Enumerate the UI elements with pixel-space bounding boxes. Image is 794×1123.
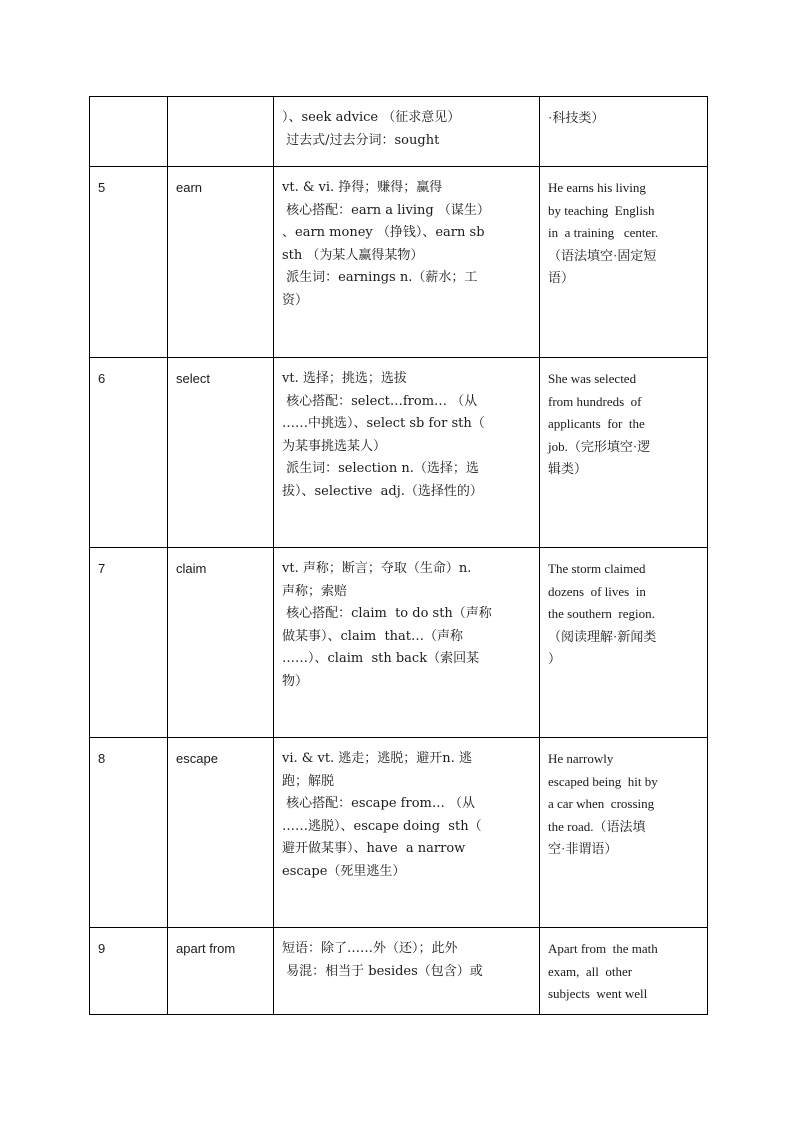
example-line: She was selected xyxy=(548,371,637,386)
example-line: applicants for the xyxy=(548,416,645,431)
definition-line: 易混：相当于 besides（包含）或 xyxy=(282,963,483,979)
definition-line: 核心搭配：escape from… （从 xyxy=(282,796,475,811)
table-row xyxy=(90,738,708,928)
example-cell xyxy=(540,738,708,928)
definition-line: 核心搭配：earn a living （谋生） xyxy=(282,202,490,218)
definition-line: 为某事挑选某人） xyxy=(282,438,387,454)
headword: select xyxy=(168,358,274,548)
row-number: 7 xyxy=(90,548,168,738)
definition-line: 声称；索赔 xyxy=(282,583,348,599)
definition-line: 核心搭配：claim to do sth（声称 xyxy=(282,606,492,621)
example-line: in a training center. xyxy=(548,225,659,240)
row-number xyxy=(90,97,168,167)
example-line: ·科技类） xyxy=(548,110,605,125)
example-line: The storm claimed xyxy=(548,561,646,576)
example-line: Apart from the math xyxy=(548,941,658,956)
headword: escape xyxy=(168,738,274,928)
definition-line: 派生词：earnings n.（薪水；工 xyxy=(282,270,478,285)
table-row xyxy=(90,928,708,1015)
definition-line: 资） xyxy=(282,292,309,308)
definition-line: 做某事）、claim that…（声称 xyxy=(282,628,464,644)
example-cell xyxy=(540,548,708,738)
definition-cell xyxy=(274,928,540,1015)
definition-line: vt. 声称；断言；夺取（生命）n. xyxy=(282,561,472,576)
row-number: 8 xyxy=(90,738,168,928)
definition-line: 短语：除了……外（还）；此外 xyxy=(282,941,458,956)
definition-line: 拔）、selective adj.（选择性的） xyxy=(282,483,483,499)
definition-cell xyxy=(274,358,540,548)
example-line: dozens of lives in xyxy=(548,583,646,599)
definition-line: ……逃脱）、escape doing sth（ xyxy=(282,818,482,834)
definition-line: sth （为某人赢得某物） xyxy=(282,247,424,263)
headword xyxy=(168,97,274,167)
example-line: exam, all other xyxy=(548,963,633,979)
definition-line: 避开做某事）、have a narrow xyxy=(282,841,466,856)
example-line: by teaching English xyxy=(548,202,655,218)
example-cell xyxy=(540,358,708,548)
definition-line: 派生词：selection n.（选择；选 xyxy=(282,461,479,476)
example-line: ） xyxy=(548,651,562,666)
definition-cell xyxy=(274,738,540,928)
headword: claim xyxy=(168,548,274,738)
definition-cell xyxy=(274,548,540,738)
headword: apart from xyxy=(168,928,274,1015)
headword: earn xyxy=(168,167,274,358)
definition-line: 核心搭配：select…from… （从 xyxy=(282,393,478,409)
definition-line: 、earn money （挣钱）、earn sb xyxy=(282,225,485,240)
table-row xyxy=(90,548,708,738)
example-line: 空·非谓语） xyxy=(548,841,618,856)
example-cell xyxy=(540,928,708,1015)
vocabulary-table xyxy=(89,96,708,1015)
example-line: the road.（语法填 xyxy=(548,818,646,834)
definition-cell xyxy=(274,167,540,358)
definition-line: ）、seek advice （征求意见） xyxy=(282,110,461,125)
table-row xyxy=(90,97,708,167)
example-line: 语） xyxy=(548,270,575,285)
definition-line: 跑；解脱 xyxy=(282,773,335,789)
row-number: 5 xyxy=(90,167,168,358)
definition-line: 过去式/过去分词：sought xyxy=(282,132,440,148)
definition-line: ……）、claim sth back（索回某 xyxy=(282,651,480,666)
definition-line: vt. & vi. 挣得；赚得；赢得 xyxy=(282,180,443,195)
example-line: （阅读理解·新闻类 xyxy=(548,628,657,644)
example-line: escaped being hit by xyxy=(548,773,658,789)
example-line: the southern region. xyxy=(548,606,655,621)
example-line: job.（完形填空·逻 xyxy=(548,438,651,454)
table-row xyxy=(90,358,708,548)
definition-line: escape（死里逃生） xyxy=(282,863,406,879)
example-line: 辑类） xyxy=(548,461,588,476)
example-cell xyxy=(540,167,708,358)
example-line: （语法填空·固定短 xyxy=(548,247,657,263)
example-line: a car when crossing xyxy=(548,796,655,811)
definition-cell xyxy=(274,97,540,167)
definition-line: vi. & vt. 逃走；逃脱；避开n. 逃 xyxy=(282,751,472,766)
example-line: He narrowly xyxy=(548,751,614,766)
example-line: He earns his living xyxy=(548,180,646,195)
row-number: 6 xyxy=(90,358,168,548)
example-line: subjects went well xyxy=(548,986,648,1001)
table-row xyxy=(90,167,708,358)
example-line: from hundreds of xyxy=(548,393,642,409)
example-cell xyxy=(540,97,708,167)
row-number: 9 xyxy=(90,928,168,1015)
definition-line: vt. 选择；挑选；选拔 xyxy=(282,371,407,386)
definition-line: ……中挑选）、select sb for sth（ xyxy=(282,416,485,431)
definition-line: 物） xyxy=(282,673,309,689)
